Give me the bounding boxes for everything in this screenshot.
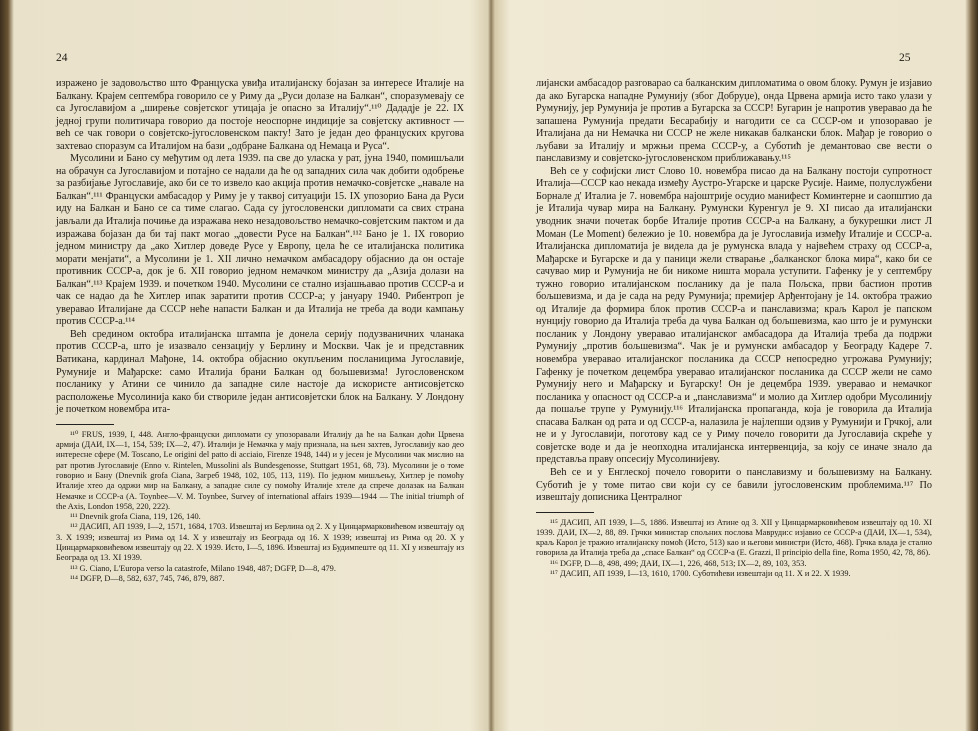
paragraph: лијански амбасадор разговарао са балканским дипломатима о овом блоку. Румун је изјавио да ако Бугарска нападне Румунију (због Добруџе), онда Црвена армија исто тако улази у Румунију, јер Румунија је против а Бугарска за СССР! Бугарин је напротив уверавао да ће запашена Румунија предати Бесарабију и нагодити се са СССР-ом и упозоравао је Италијана да ни Немачка ни СССР не желе никакав балкански блок. Мађар је говорио о љубави за Италију и мржњи према СССР-у, а Суботић је демантовао све вести о панславизму и совјетско-југословенском приближавању.¹¹⁵ [536, 78, 932, 165]
paragraph: Веh се и у Енглеској почело говорити о панславизму и бољшевизму на Балкану. Суботић је у томе питао сви који су се бавили југословенским проблемима.¹¹⁷ По извештају дописника Централног [536, 466, 932, 504]
footnote: ¹¹³ G. Ciano, L'Europa verso la catastrofe, Milano 1948, 487; DGFP, D—8, 479. [70, 563, 336, 573]
page-body [536, 78, 932, 579]
footnote: ¹¹¹ Dnevnik grofa Ciana, 119, 126, 140. [70, 512, 201, 522]
footnote-divider [536, 512, 594, 513]
paragraph: Веh средином октобра италијанска штампа је донела серију подузвaничних чланака против СССР-а, што је изазвало сензацију у Берлину и Москви. Чак је и представник Ватикана, кардинал Мађоне, 14. октобра објаснио окупљеним посланицима Југославије, Румуније и Мађарске: само Италија брани Балкан од бољшевизма! Југословенском посланику у Атини се чинило да западне силе настоје да искористе антисовјетско расположење Мусолинија како би створиле један антисовјетски блок на Балкану. У Лондону је почетком новембра ита- [56, 328, 464, 416]
page-number: 25 [899, 52, 911, 64]
footnotes [536, 518, 932, 580]
page-number: 24 [56, 52, 68, 64]
paragraph: Веh се у софијски лист Слово 10. новембра писао да на Балкану постоји супротност Италија—СССР као некада између Аустро-Угарске и царске Русије. Наиме, полуслужбени Борнале д' Италиа је 7. новембра најоштрије осудио манифест Коминтерне и саопштио да је Италија чувар мира на Балкану. Румунски Куренгул је 9. XI писао да италијански уводник значи почетак борбе Италије против СССР-а на Балкану, а букурешки лист Л Моман (Le Moment) бележио је 10. новембра да је Југославија између Италије и СССР-а. Италијанска дипломатија је видела да је румунска влада у највећем страху од СССР-а, Мађарске и Бугарске и да у паници жели стварање „балканског блока мира“, како би се сачувао мир и Румунија не би никоме ништа морала уступити. Гафенку је у септембру тужно говорио италијанском посланику да је пала Пољска, први бастион против бољшевизма, и да је сада на реду Румунија; премијер Арђентоjану је 14. октобра тражио од Италије да формира блок против СССР-а и панславизма; краљ Карол је папском нунцију говорио да Италија треба да чува Балкан од бољшевизма, као што је и румунски посланик у Лондону уверавао италијанског амбасадора да Италија треба да подржи Румунију „против бољшевизма“. Чак је и румунски амбасадор у Београду Кадере 7. новембра уверавао италијанског посланика да СССР непосредно угрожава Румунију; Гафенку је почетком децембра уверавао италијанског посланика да СССР жели не само Румунију него и Мађарску и Бугарску! Он је децембра 1939. уверавао и немачког посланика у опасност од СССР-а и „панславизма“ и молио да Хитлер одобри Мусолинију да пошаље трупе у Румунију.¹¹⁶ Италијанска пропаганда, која је говорила да Италија спасава Балкан од рата и од СССР-а, налазила је најлепши одзив у Румунији и Грчкој, али не и у Југославији, поготову кад се у Риму почело говорити да Југославија скреће у совјетске воде и да је неопходна италијанска интервенција, за коју се иначе знало да представља праву опсесију Мусолинијеву. [536, 165, 932, 466]
left-page [14, 0, 488, 731]
paragraph: Мусолини и Бано су међутим од лета 1939. па све до уласка у рат, јуна 1940, помишљали на обрачун са Југославијом и потајно се надали да ће од западних сила чак добити одобрење за разбијање Југославије, ако би се то извело као акција против немачко-совјетске „навале на Балкан“.¹¹¹ Француски амбасадор у Риму је у таквој ситуацији 15. IX упозорио Бана да Руси иду на Балкан и Бано се са тиме слагао. Сада су југословенски дипломати са свих страна јављали да Италија почиње да изражава неко незадовољство немачко-совјетским пактом и да изражава бојазан да би тај пакт могао „довести Русе на Балкан“.¹¹² Бано је 1. IX говорио једном министру да „ако Хитлер доведе Русе у Европу, цела ће се италијанска политика морати менјати“, а Мусолини је 1. XII лично немачком амбасадору објаснио да он остаје противник СССР-а, док је 6. XII говорио једном немачком министру да „Азија долази на Балкан“.¹¹³ Крајем 1939. и почетком 1940. Мусолини се стално изјашњавао против СССР-а и чак се надао да ће Хитлер ипак заратити против СССР-а; у јануару 1940. Рибентроп је уверавао Италијане да СССР неће напасти Балкан и да Италија не треба да води кампању против СССР-а.¹¹⁴ [56, 153, 464, 328]
footnote: ¹¹⁶ DGFP, D—8, 498, 499; ДАИ, IX—1, 226, 468, 513; IX—2, 89, 103, 353. [550, 558, 807, 568]
footnote-divider [56, 424, 114, 425]
right-page [496, 0, 966, 731]
footnote: ¹¹⁰ FRUS, 1939, I, 448. Англо-француски дипломати су упозоравали Италију да ће на Балкан доћи Црвена армија (ДАИ, IX—1, 154, 539; IX—2, 47). Италији је Немачка у мају признала, на њен захтев, Југославију као део интересне сфере (M. Toscano, Le origini del patto di acciaio, Firenze 1948, 144) и у јесен је Мусолини чак мислио на рат против Југославије (Enno v. Rintelen, Mussolini als Bundesgenosse, Stuttgart 1951, 68, 73). Мусолини је о томе говорио и Бану (Dnevnik grofa Ciana, Загреб 1948, 102, 105, 113, 119). По једном мишљењу, Хитлер је помоћу Италије хтео да одржи мир на Балкану, а западне силе су помоћу Италије хтеле да спрече долазак на Балкан Немачке и СССР-а (A. Toynbee—V. M. Toynbee, Survey of international affairs 1939—1944 — The initial triumph of the Axis, London 1958, 220, 222). [56, 429, 464, 511]
footnote: ¹¹⁵ ДАСИП, АП 1939, I—5, 1886. Извештај из Атине од 3. XII у Цинцармарковићевом извештају од 10. XI 1939. ДАИ, IX—2, 88, 89. Грчки министар спољних послова Мавруди:с изјавио се СССР-а (ДАИ, IX—1, 534), краљ Карол је тражио италијанску помоћ (Исто, 513) као и његови министри (Исто, 468). Грчка влада је стално говорила да Италија треба да „спасе Балкан“ од СССР-а (E. Grazzi, Il principio della fine, Roma 1950, 42, 78, 86). [536, 517, 932, 558]
paragraph: изражено је задовољство што Француска увиђа италијанску бојазан за интересе Италије на Балкану. Крајем септембра говорило се у Риму да „Руси долазе на Балкан“, споразумевају се са Југославијом а „ширење совјетског утицаја је опасно за Италију“.¹¹⁰ Дададје је 22. IX једној групи политичара говорио да постоје неоспорне индиције за совјетску активност — веh се чак говори о совјетско-југословенском пакту! Зато је један део француских кругова захтевао споразум са Италијом на бази „одбране Балкана од Немаца и Руса“. [56, 78, 464, 152]
footnote: ¹¹² ДАСИП, АП 1939, I—2, 1571, 1684, 1703. Извештај из Берлина од 2. X у Цинцармарковићевом извештају од 3. X 1939; извештај из Рима од 14. X у извештају из Београда од 16. X 1939; извештај из Рима од 20. X у Цинцармарковићевом извештају од 22. X 1939. Исто, I—5, 1896. Извештај из Будимпеште од 11. XI у извештају из Београда од 13. XI 1939. [56, 522, 464, 563]
footnotes [56, 430, 464, 584]
footnote: ¹¹⁴ DGFP, D—8, 582, 637, 745, 746, 879, 887. [70, 573, 225, 583]
footnote: ¹¹⁷ ДАСИП, АП 1939, I—13, 1610, 1700. Суботићеви извештаји од 11. X и 22. X 1939. [550, 569, 851, 579]
page-body [56, 78, 464, 584]
